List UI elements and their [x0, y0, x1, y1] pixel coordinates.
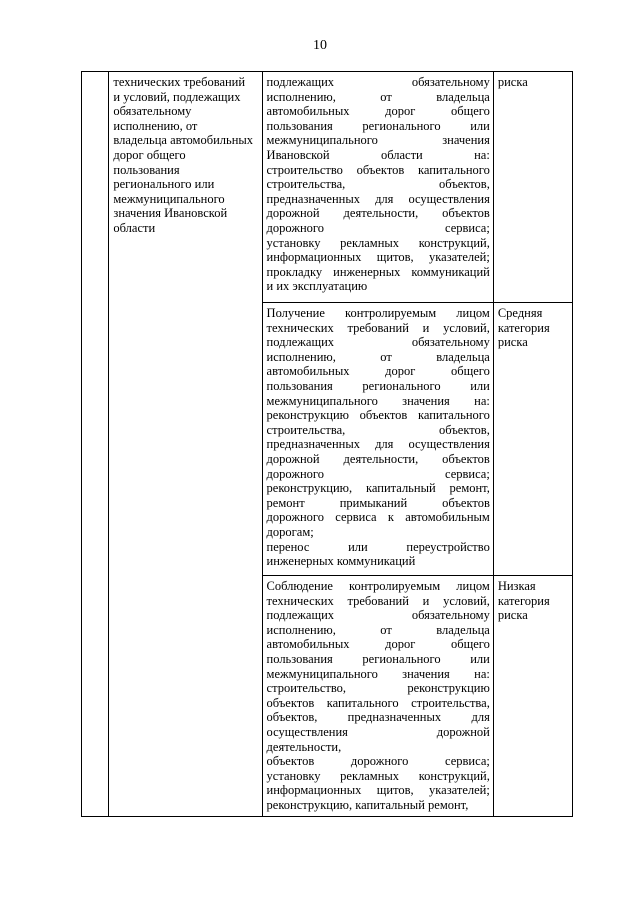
text-line: дорожного сервиса;	[266, 466, 490, 481]
text-line: исполнению, от владельца	[266, 349, 490, 364]
text-line: дорогам;	[266, 524, 314, 539]
text-line: исполнению, от владельца	[266, 622, 490, 637]
text-line: пользования регионального или	[266, 118, 490, 133]
text-line: риска	[497, 335, 528, 350]
text-line: технических требований и условий,	[266, 593, 490, 608]
text-line: и условий, подлежащих	[113, 89, 241, 104]
text-line: ремонт примыканий объектов	[266, 495, 490, 510]
text-line: подлежащих обязательному	[266, 335, 490, 350]
text-line: категория	[497, 593, 550, 608]
text-line: дорожного сервиса к автомобильным	[266, 510, 490, 525]
text-line: реконструкцию, капитальный ремонт,	[266, 481, 490, 496]
text-line: значения Ивановской	[113, 206, 228, 221]
subject-cell	[109, 72, 262, 817]
text-line: перенос или переустройство	[266, 539, 490, 554]
text-line: автомобильных дорог общего	[266, 104, 490, 119]
text-line: строительство объектов капитального	[266, 162, 490, 177]
text-line: установку рекламных конструкций,	[266, 768, 490, 783]
text-line: пользования регионального или	[266, 651, 490, 666]
text-line: пользования	[113, 162, 180, 177]
text-line: исполнению, от	[113, 118, 198, 133]
text-line: реконструкцию объектов капитального	[266, 408, 490, 423]
text-line: межмуниципального значения на:	[266, 666, 490, 681]
text-line: подлежащих обязательному	[266, 608, 490, 623]
text-line: дорог общего	[113, 147, 186, 162]
text-line: исполнению, от владельца	[266, 89, 490, 104]
text-line: строительство, реконструкцию	[266, 681, 490, 696]
risk-category-cell	[493, 303, 572, 576]
text-line: риска	[497, 75, 528, 89]
text-line: дорожной деятельности, объектов	[266, 451, 490, 466]
text-line: автомобильных дорог общего	[266, 637, 490, 652]
page-number: 10	[313, 38, 327, 53]
text-line: объектов капитального строительства,	[266, 695, 490, 710]
text-line: межмуниципального	[113, 191, 225, 206]
text-line: пользования регионального или	[266, 378, 490, 393]
text-line: Получение контролируемым лицом	[266, 306, 490, 320]
text-line: межмуниципального значения	[266, 133, 490, 148]
text-line: области	[113, 220, 156, 235]
text-line: и их эксплуатацию	[266, 279, 368, 294]
text-line: технических требований	[113, 75, 246, 89]
text-line: автомобильных дорог общего	[266, 364, 490, 379]
text-line: реконструкцию, капитальный ремонт,	[266, 797, 469, 812]
requirement-cell	[262, 72, 493, 303]
text-line: Низкая	[497, 579, 536, 593]
risk-category-cell	[493, 576, 572, 817]
text-line: Соблюдение контролируемым лицом	[266, 579, 490, 593]
text-line: осуществления дорожной	[266, 724, 490, 739]
text-line: дорожного сервиса;	[266, 220, 490, 235]
text-line: межмуниципального значения на:	[266, 393, 490, 408]
text-line: технических требований и условий,	[266, 320, 490, 335]
text-line: информационных щитов, указателей;	[266, 250, 490, 265]
text-line: дорожной деятельности, объектов	[266, 206, 490, 221]
risk-category-cell	[493, 72, 572, 303]
text-line: обязательному	[113, 104, 192, 119]
table-row	[82, 72, 573, 303]
text-line: объектов дорожного сервиса;	[266, 754, 490, 769]
text-line: инженерных коммуникаций	[266, 554, 416, 569]
text-line: риска	[497, 608, 528, 623]
text-line: владельца автомобильных	[113, 133, 254, 148]
text-line: информационных щитов, указателей;	[266, 783, 490, 798]
text-line: предназначенных для осуществления	[266, 437, 490, 452]
text-line: строительства, объектов,	[266, 177, 490, 192]
requirement-cell	[262, 303, 493, 576]
text-line: объектов, предназначенных для	[266, 710, 490, 725]
requirement-cell	[262, 576, 493, 817]
text-line: установку рекламных конструкций,	[266, 235, 490, 250]
text-line: подлежащих обязательному	[266, 75, 490, 89]
text-line: регионального или	[113, 177, 215, 192]
text-line: категория	[497, 320, 550, 335]
risk-criteria-table	[81, 71, 573, 817]
text-line: строительства, объектов,	[266, 422, 490, 437]
text-line: Ивановской области на:	[266, 147, 490, 162]
text-line: Средняя	[497, 306, 543, 320]
index-cell	[82, 72, 109, 817]
text-line: деятельности,	[266, 739, 342, 754]
text-line: прокладку инженерных коммуникаций	[266, 264, 490, 279]
text-line: предназначенных для осуществления	[266, 191, 490, 206]
